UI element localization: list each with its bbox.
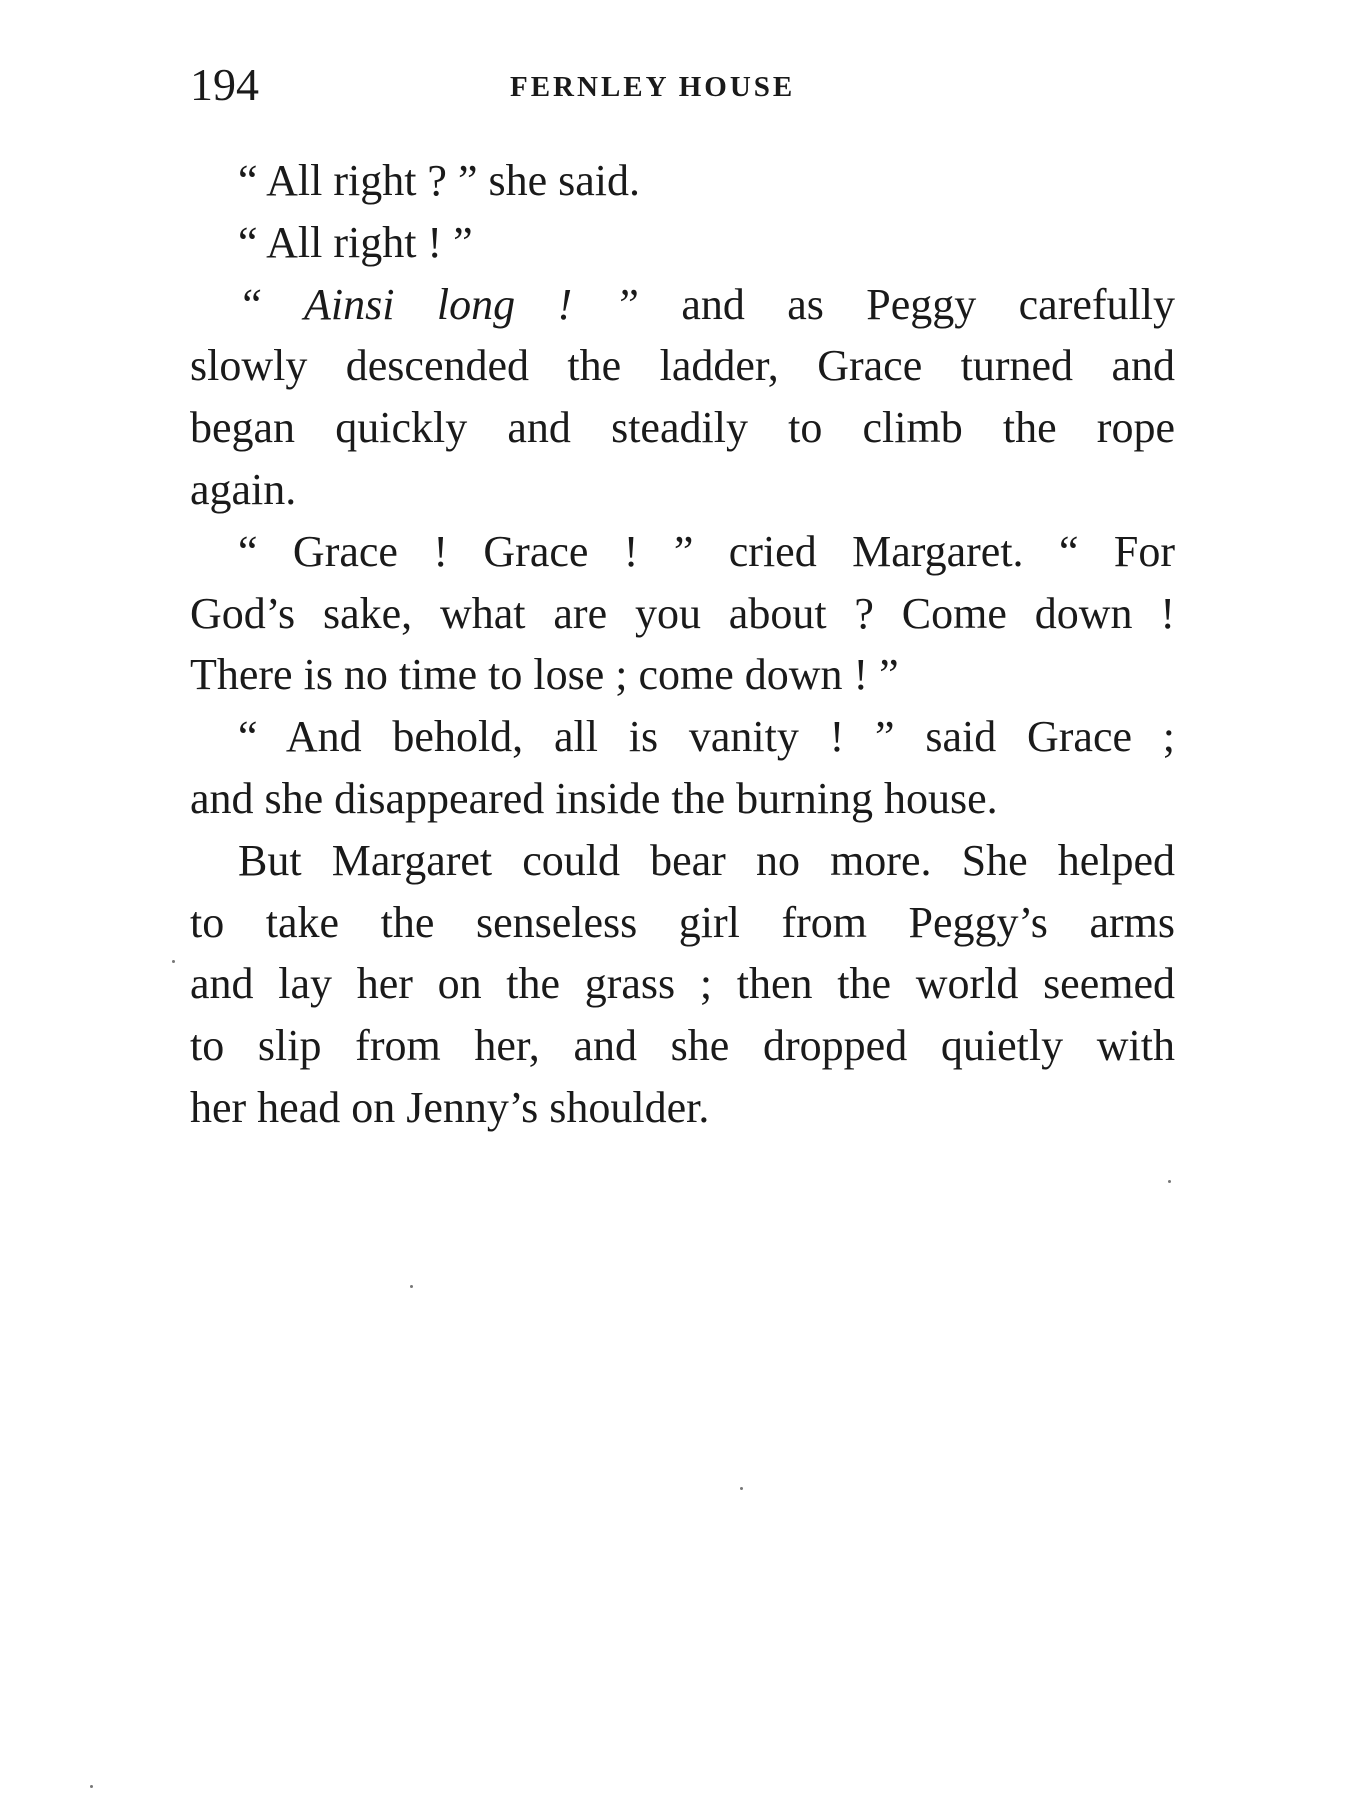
text-line: to take the senseless girl from Peggy’s arms <box>190 897 1175 947</box>
text-line: and she disappeared inside the burning house. <box>190 773 998 823</box>
text-line: to slip from her, and she dropped quietly with <box>190 1021 1175 1071</box>
text-line: “ All right ? ” she said. <box>238 156 641 205</box>
page-number: 194 <box>190 59 259 110</box>
scan-speck <box>410 1285 413 1288</box>
text-line: God’s sake, what are you about ? Come down ! <box>190 588 1175 638</box>
scan-speck <box>740 1487 743 1490</box>
text-line: But Margaret could bear no more. She helped <box>238 835 1175 885</box>
text-line: slowly descended the ladder, Grace turned and <box>190 341 1175 391</box>
scan-speck <box>172 960 175 963</box>
text-line: again. <box>190 464 297 514</box>
running-head <box>190 55 1175 115</box>
scan-speck <box>1168 1180 1171 1183</box>
italic-phrase: “ Ainsi long ! ” <box>238 279 639 329</box>
scan-speck <box>90 1785 93 1788</box>
text-line <box>190 274 1175 336</box>
body-text <box>190 150 1175 1139</box>
text-line: “ Grace ! Grace ! ” cried Margaret. “ For <box>238 526 1175 576</box>
running-title: FERNLEY HOUSE <box>510 71 796 103</box>
text-line: There is no time to lose ; come down ! ” <box>190 650 899 700</box>
text-line-rest: and as Peggy carefully <box>681 279 1175 329</box>
text-line: and lay her on the grass ; then the world seemed <box>190 959 1175 1009</box>
text-line: “ All right ! ” <box>238 217 473 267</box>
text-line: her head on Jenny’s shoulder. <box>190 1082 710 1132</box>
text-line: began quickly and steadily to climb the rope <box>190 403 1175 453</box>
text-line: “ And behold, all is vanity ! ” said Grace ; <box>238 712 1175 762</box>
